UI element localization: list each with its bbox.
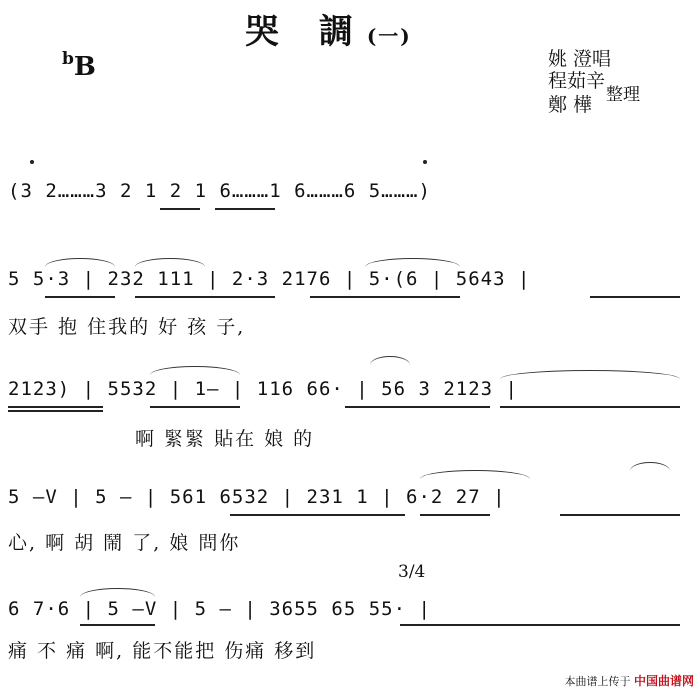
score-row-4-notes: 5 —V | 5 — | 561 6532 | 231 1 | 6·2 27 | bbox=[8, 486, 506, 508]
underline-beam bbox=[560, 514, 680, 516]
credit-arranger-1: 程茹辛 bbox=[548, 70, 606, 92]
score-row-2-lyrics: 双手 抱 住我的 好 孩 子, bbox=[8, 316, 246, 338]
underline-beam bbox=[215, 208, 275, 210]
underline-beam bbox=[160, 208, 200, 210]
key-signature bbox=[62, 49, 96, 82]
title-subtitle: (一) bbox=[366, 24, 412, 48]
slur-arc bbox=[45, 258, 115, 267]
underline-beam bbox=[230, 514, 405, 516]
page-title: 哭 調(一) bbox=[245, 12, 412, 52]
credit-singer: 姚 澄唱 bbox=[548, 48, 612, 70]
underline-beam bbox=[420, 514, 490, 516]
underline-beam bbox=[345, 406, 490, 408]
time-signature: 3/4 bbox=[398, 562, 426, 582]
credit-arranger-2: 鄭 樺 bbox=[548, 94, 593, 116]
slur-arc bbox=[420, 470, 530, 479]
watermark bbox=[564, 672, 694, 689]
underline-beam bbox=[8, 410, 103, 412]
underline-beam bbox=[45, 296, 115, 298]
score-row-4-lyrics: 心, 啊 胡 鬧 了, 娘 問你 bbox=[8, 532, 241, 554]
watermark-prefix: 本曲谱上传于 bbox=[564, 675, 631, 688]
underline-beam bbox=[80, 624, 155, 626]
slur-arc bbox=[630, 462, 670, 471]
high-octave-dot bbox=[30, 160, 34, 164]
underline-beam bbox=[590, 296, 680, 298]
slur-arc bbox=[370, 356, 410, 365]
watermark-brand: 中国曲谱网 bbox=[633, 674, 694, 688]
slur-arc bbox=[135, 258, 205, 267]
underline-beam bbox=[135, 296, 275, 298]
score-row-3-notes: 2123) | 5532 | 1— | 116 66· | 56 3 2123 | bbox=[8, 378, 518, 400]
underline-beam bbox=[400, 624, 680, 626]
key-flat-symbol: b bbox=[62, 49, 74, 69]
score-row-3-lyrics: 啊 緊緊 貼在 娘 的 bbox=[135, 428, 315, 450]
underline-beam bbox=[8, 406, 103, 408]
slur-arc bbox=[500, 370, 680, 379]
slur-arc bbox=[80, 588, 155, 597]
slur-arc bbox=[150, 366, 240, 375]
score-row-5-lyrics: 痛 不 痛 啊, 能不能把 伤痛 移到 bbox=[8, 640, 317, 662]
underline-beam bbox=[150, 406, 240, 408]
underline-beam bbox=[500, 406, 680, 408]
high-octave-dot bbox=[423, 160, 427, 164]
underline-beam bbox=[310, 296, 460, 298]
credit-arranged-label: 整理 bbox=[606, 85, 640, 105]
score-row-2-notes: 5 5·3 | 232 111 | 2·3 2176 | 5·(6 | 5643 | bbox=[8, 268, 531, 290]
score-row-5-notes: 6 7·6 | 5 —V | 5 — | 3655 65 55· | bbox=[8, 598, 431, 620]
score-row-1-notes: (3 2………3 2 1 2 1 6………1 6………6 5………) bbox=[8, 180, 431, 202]
key-note: B bbox=[73, 52, 96, 82]
slur-arc bbox=[365, 258, 460, 267]
